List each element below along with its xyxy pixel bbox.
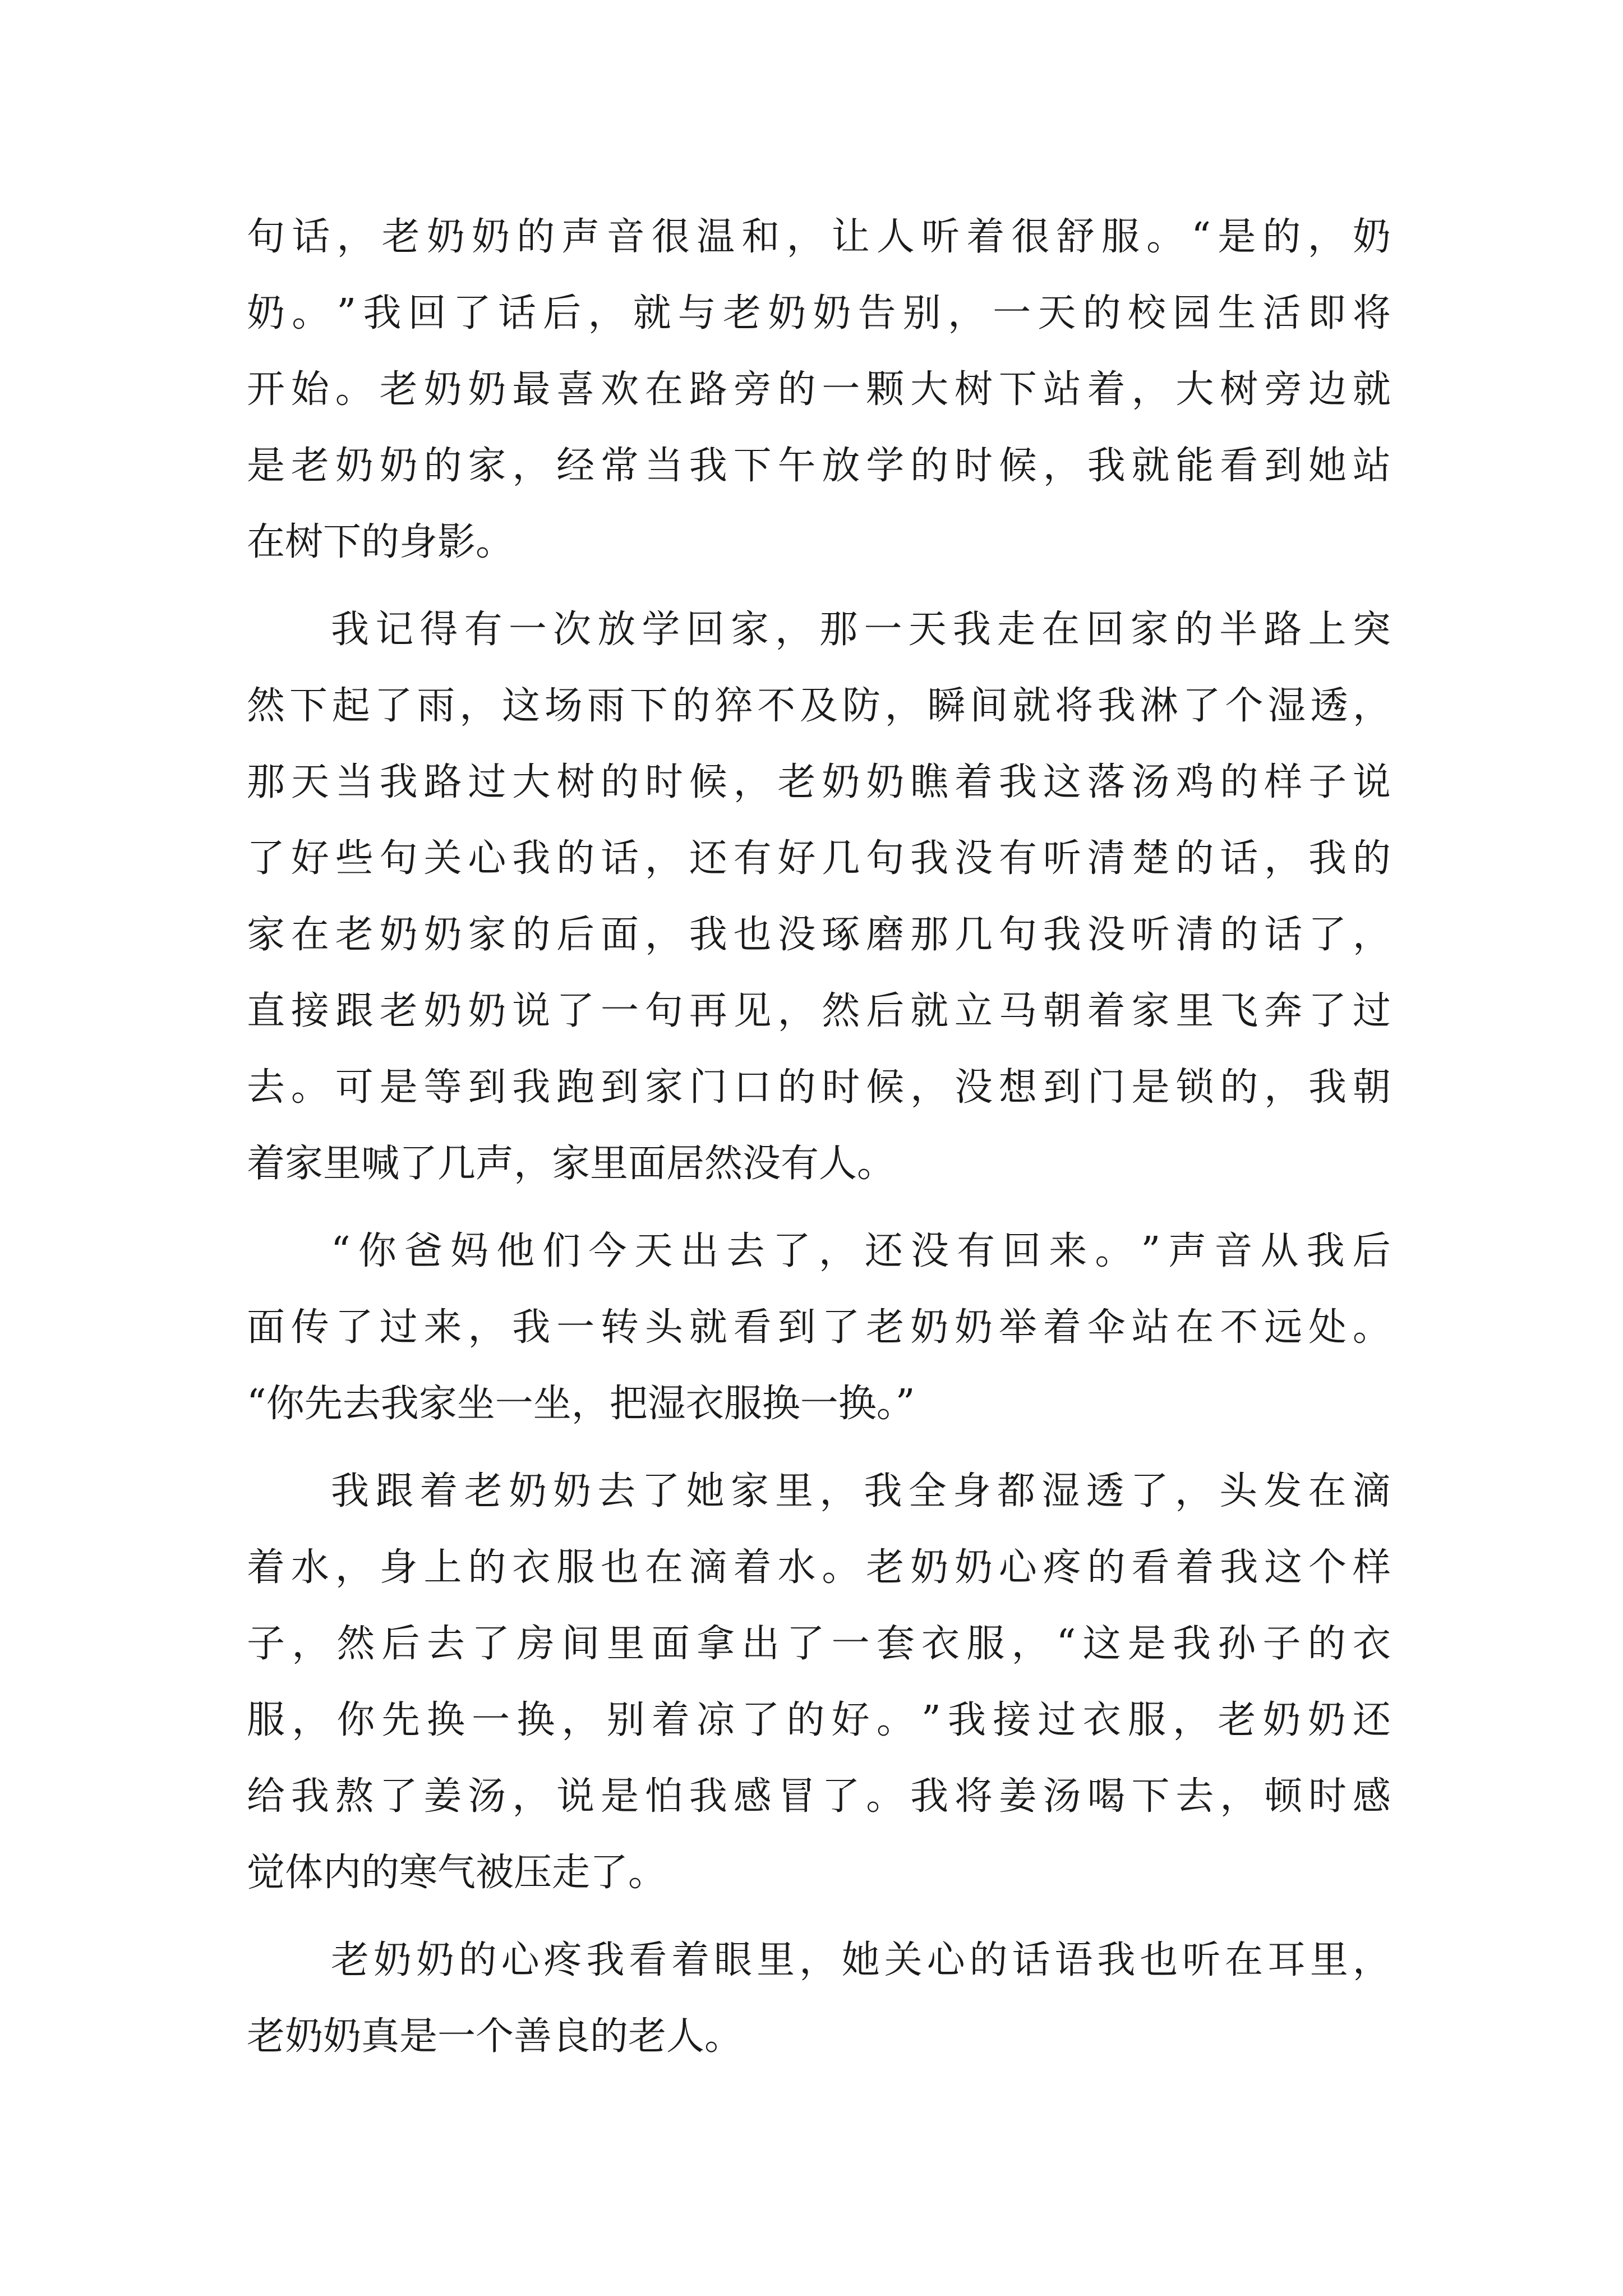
text-line: 奶 。 ” 我 回 了 话 后 ， 就 与 老 奶 奶 告 别 ， 一 天 的 校 园 生 活 即 将	[247, 291, 1391, 335]
paragraph	[247, 1922, 1391, 2075]
paragraph	[247, 1213, 1391, 1442]
text-line: 我 跟 着 老 奶 奶 去 了 她 家 里 ， 我 全 身 都 湿 透 了 ， 头 发 在 滴	[331, 1469, 1391, 1513]
text-line: 服 ， 你 先 换 一 换 ， 别 着 凉 了 的 好 。 ” 我 接 过 衣 服 ， 老 奶 奶 还	[247, 1698, 1391, 1742]
text-line: 家 在 老 奶 奶 家 的 后 面 ， 我 也 没 琢 磨 那 几 句 我 没 听 清 的 话 了 ，	[247, 913, 1391, 957]
document-body	[247, 199, 1391, 2075]
text-line: 了 好 些 句 关 心 我 的 话 ， 还 有 好 几 句 我 没 有 听 清 楚 的 话 ， 我 的	[247, 836, 1391, 881]
text-line: 去 。 可 是 等 到 我 跑 到 家 门 口 的 时 候 ， 没 想 到 门 是 锁 的 ， 我 朝	[247, 1065, 1391, 1110]
text-line: “ 你 爸 妈 他 们 今 天 出 去 了 ， 还 没 有 回 来 。 ” 声 音 从 我 后	[331, 1229, 1391, 1273]
paragraph	[247, 1453, 1391, 1911]
paragraph	[247, 199, 1391, 581]
text-line: 老奶奶真是一个善良的老人。	[247, 2014, 743, 2059]
text-line: 面 传 了 过 来 ， 我 一 转 头 就 看 到 了 老 奶 奶 举 着 伞 站 在 不 远 处 。	[247, 1305, 1391, 1350]
text-line: 着家里喊了几声，家里面居然没有人。	[247, 1142, 896, 1186]
text-line: 直 接 跟 老 奶 奶 说 了 一 句 再 见 ， 然 后 就 立 马 朝 着 家 里 飞 奔 了 过	[247, 989, 1391, 1033]
text-line: 在树下的身影。	[247, 520, 514, 564]
text-line: 着 水 ， 身 上 的 衣 服 也 在 滴 着 水 。 老 奶 奶 心 疼 的 看 着 我 这 个 样	[247, 1545, 1391, 1590]
text-line: 我 记 得 有 一 次 放 学 回 家 ， 那 一 天 我 走 在 回 家 的 半 路 上 突	[331, 608, 1391, 652]
text-line: 觉体内的寒气被压走了。	[247, 1851, 667, 1895]
text-line: 是 老 奶 奶 的 家 ， 经 常 当 我 下 午 放 学 的 时 候 ， 我 就 能 看 到 她 站	[247, 444, 1391, 488]
text-line: 然 下 起 了 雨 ， 这 场 雨 下 的 猝 不 及 防 ， 瞬 间 就 将 我 淋 了 个 湿 透 ，	[247, 684, 1391, 728]
text-line: 句 话 ， 老 奶 奶 的 声 音 很 温 和 ， 让 人 听 着 很 舒 服 。 “ 是 的 ， 奶	[247, 215, 1391, 259]
text-line: 子 ， 然 后 去 了 房 间 里 面 拿 出 了 一 套 衣 服 ， “ 这 是 我 孙 子 的 衣	[247, 1622, 1391, 1666]
text-line: 那 天 当 我 路 过 大 树 的 时 候 ， 老 奶 奶 瞧 着 我 这 落 汤 鸡 的 样 子 说	[247, 760, 1391, 804]
text-line: 老 奶 奶 的 心 疼 我 看 着 眼 里 ， 她 关 心 的 话 语 我 也 听 在 耳 里 ，	[331, 1938, 1391, 1982]
text-line: 开 始 。 老 奶 奶 最 喜 欢 在 路 旁 的 一 颗 大 树 下 站 着 ， 大 树 旁 边 就	[247, 367, 1391, 412]
paragraph	[247, 592, 1391, 1202]
text-line: “你先去我家坐一坐，把湿衣服换一换。”	[247, 1382, 915, 1426]
text-line: 给 我 熬 了 姜 汤 ， 说 是 怕 我 感 冒 了 。 我 将 姜 汤 喝 下 去 ， 顿 时 感	[247, 1774, 1391, 1819]
